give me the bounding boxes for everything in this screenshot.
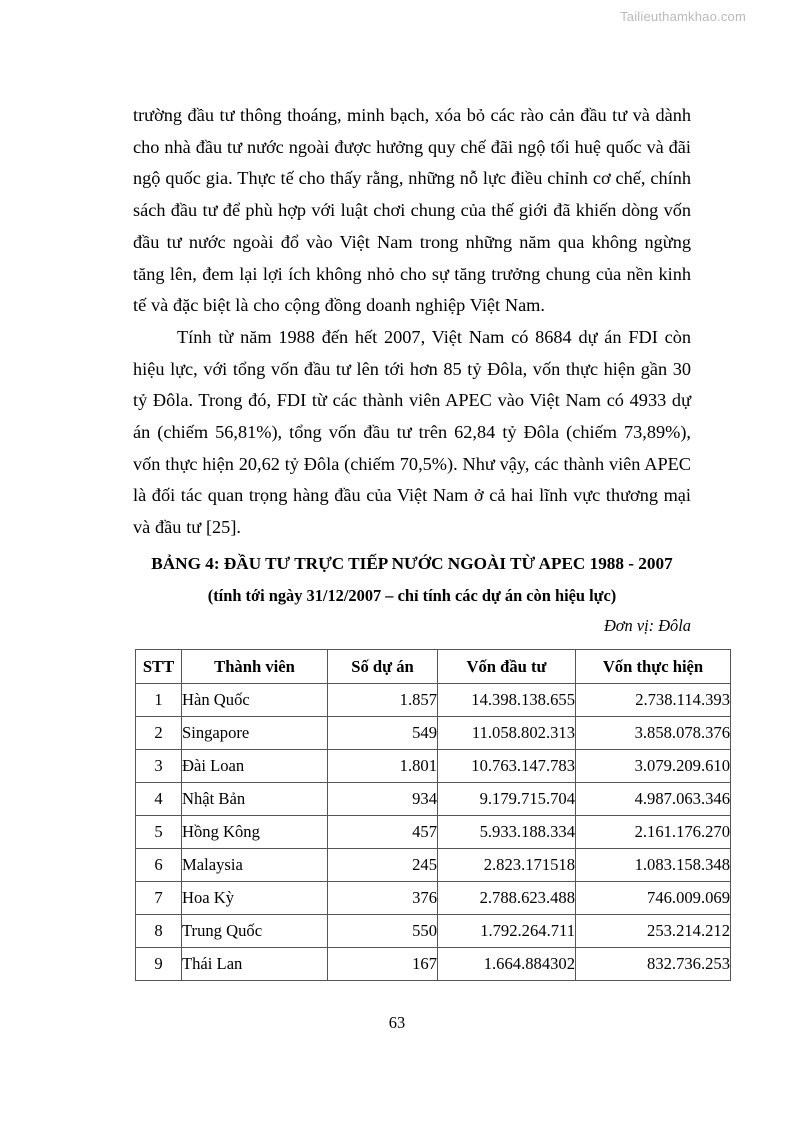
cell-member: Hàn Quốc bbox=[182, 684, 328, 717]
cell-member: Singapore bbox=[182, 717, 328, 750]
column-header-stt: STT bbox=[136, 650, 182, 684]
cell-stt: 7 bbox=[136, 882, 182, 915]
cell-realized: 4.987.063.346 bbox=[576, 783, 731, 816]
cell-realized: 2.161.176.270 bbox=[576, 816, 731, 849]
cell-realized: 3.079.209.610 bbox=[576, 750, 731, 783]
table-row bbox=[136, 750, 731, 783]
cell-member: Đài Loan bbox=[182, 750, 328, 783]
table-subtitle: (tính tới ngày 31/12/2007 – chỉ tính các dự án còn hiệu lực) bbox=[207, 585, 617, 605]
column-header-realized: Vốn thực hiện bbox=[576, 650, 731, 684]
cell-member: Trung Quốc bbox=[182, 915, 328, 948]
table-unit-label: Đơn vị: Đôla bbox=[603, 616, 691, 636]
table-header bbox=[136, 650, 731, 684]
cell-stt: 2 bbox=[136, 717, 182, 750]
cell-stt: 5 bbox=[136, 816, 182, 849]
cell-member: Nhật Bản bbox=[182, 783, 328, 816]
cell-capital: 5.933.188.334 bbox=[438, 816, 576, 849]
cell-projects: 1.801 bbox=[328, 750, 438, 783]
cell-realized: 3.858.078.376 bbox=[576, 717, 731, 750]
cell-capital: 9.179.715.704 bbox=[438, 783, 576, 816]
paragraph-continued: trường đầu tư thông thoáng, minh bạch, xóa bỏ các rào cản đầu tư và dành cho nhà đầu tư nước ngoài được hưởng quy chế đãi ngộ tối huệ quốc và đãi ngộ quốc gia. Thực tế cho thấy rằng, những nỗ lực điều chỉnh cơ chế, chính sách đầu tư để phù hợp với luật chơi chung của thế giới đã khiến dòng vốn đầu tư nước ngoài đổ vào Việt Nam trong những năm qua không ngừng tăng lên, đem lại lợi ích không nhỏ cho sự tăng trưởng chung của nền kinh tế và đặc biệt là cho cộng đồng doanh nghiệp Việt Nam. bbox=[133, 105, 691, 316]
column-header-projects: Số dự án bbox=[328, 650, 438, 684]
cell-projects: 245 bbox=[328, 849, 438, 882]
cell-capital: 11.058.802.313 bbox=[438, 717, 576, 750]
cell-member: Malaysia bbox=[182, 849, 328, 882]
cell-projects: 457 bbox=[328, 816, 438, 849]
cell-realized: 832.736.253 bbox=[576, 948, 731, 981]
column-header-capital: Vốn đầu tư bbox=[438, 650, 576, 684]
watermark: Tailieuthamkhao.com bbox=[620, 9, 746, 24]
cell-stt: 9 bbox=[136, 948, 182, 981]
table-row bbox=[136, 948, 731, 981]
table-row bbox=[136, 816, 731, 849]
table-header-row bbox=[136, 650, 731, 684]
cell-stt: 1 bbox=[136, 684, 182, 717]
table-title: BẢNG 4: ĐẦU TƯ TRỰC TIẾP NƯỚC NGOÀI TỪ APEC 1988 - 2007 bbox=[151, 553, 673, 573]
cell-realized: 1.083.158.348 bbox=[576, 849, 731, 882]
cell-projects: 934 bbox=[328, 783, 438, 816]
cell-projects: 1.857 bbox=[328, 684, 438, 717]
cell-projects: 376 bbox=[328, 882, 438, 915]
fdi-table bbox=[135, 649, 731, 981]
cell-realized: 746.009.069 bbox=[576, 882, 731, 915]
table-row bbox=[136, 717, 731, 750]
page-content bbox=[133, 100, 730, 981]
table-row bbox=[136, 882, 731, 915]
cell-capital: 14.398.138.655 bbox=[438, 684, 576, 717]
cell-member: Thái Lan bbox=[182, 948, 328, 981]
cell-stt: 6 bbox=[136, 849, 182, 882]
cell-projects: 549 bbox=[328, 717, 438, 750]
cell-capital: 1.792.264.711 bbox=[438, 915, 576, 948]
paragraph-statistics: Tính từ năm 1988 đến hết 2007, Việt Nam có 8684 dự án FDI còn hiệu lực, với tổng vốn đầu tư lên tới hơn 85 tỷ Đôla, vốn thực hiện gần 30 tỷ Đôla. Trong đó, FDI từ các thành viên APEC vào Việt Nam có 4933 dự án (chiếm 56,81%), tổng vốn đầu tư trên 62,84 tỷ Đôla (chiếm 73,89%), vốn thực hiện 20,62 tỷ Đôla (chiếm 70,5%). Như vậy, các thành viên APEC là đối tác quan trọng hàng đầu của Việt Nam ở cả hai lĩnh vực thương mại và đầu tư [25]. bbox=[133, 326, 691, 538]
column-header-member: Thành viên bbox=[182, 650, 328, 684]
cell-realized: 253.214.212 bbox=[576, 915, 731, 948]
cell-stt: 8 bbox=[136, 915, 182, 948]
page-number: 63 bbox=[388, 1013, 406, 1032]
cell-capital: 2.788.623.488 bbox=[438, 882, 576, 915]
table-row bbox=[136, 915, 731, 948]
cell-realized: 2.738.114.393 bbox=[576, 684, 731, 717]
cell-capital: 10.763.147.783 bbox=[438, 750, 576, 783]
cell-stt: 3 bbox=[136, 750, 182, 783]
table-body bbox=[136, 684, 731, 981]
table-row bbox=[136, 783, 731, 816]
cell-member: Hoa Kỳ bbox=[182, 882, 328, 915]
cell-stt: 4 bbox=[136, 783, 182, 816]
cell-capital: 1.664.884302 bbox=[438, 948, 576, 981]
cell-member: Hồng Kông bbox=[182, 816, 328, 849]
table-row bbox=[136, 684, 731, 717]
cell-projects: 550 bbox=[328, 915, 438, 948]
cell-capital: 2.823.171518 bbox=[438, 849, 576, 882]
table-row bbox=[136, 849, 731, 882]
cell-projects: 167 bbox=[328, 948, 438, 981]
